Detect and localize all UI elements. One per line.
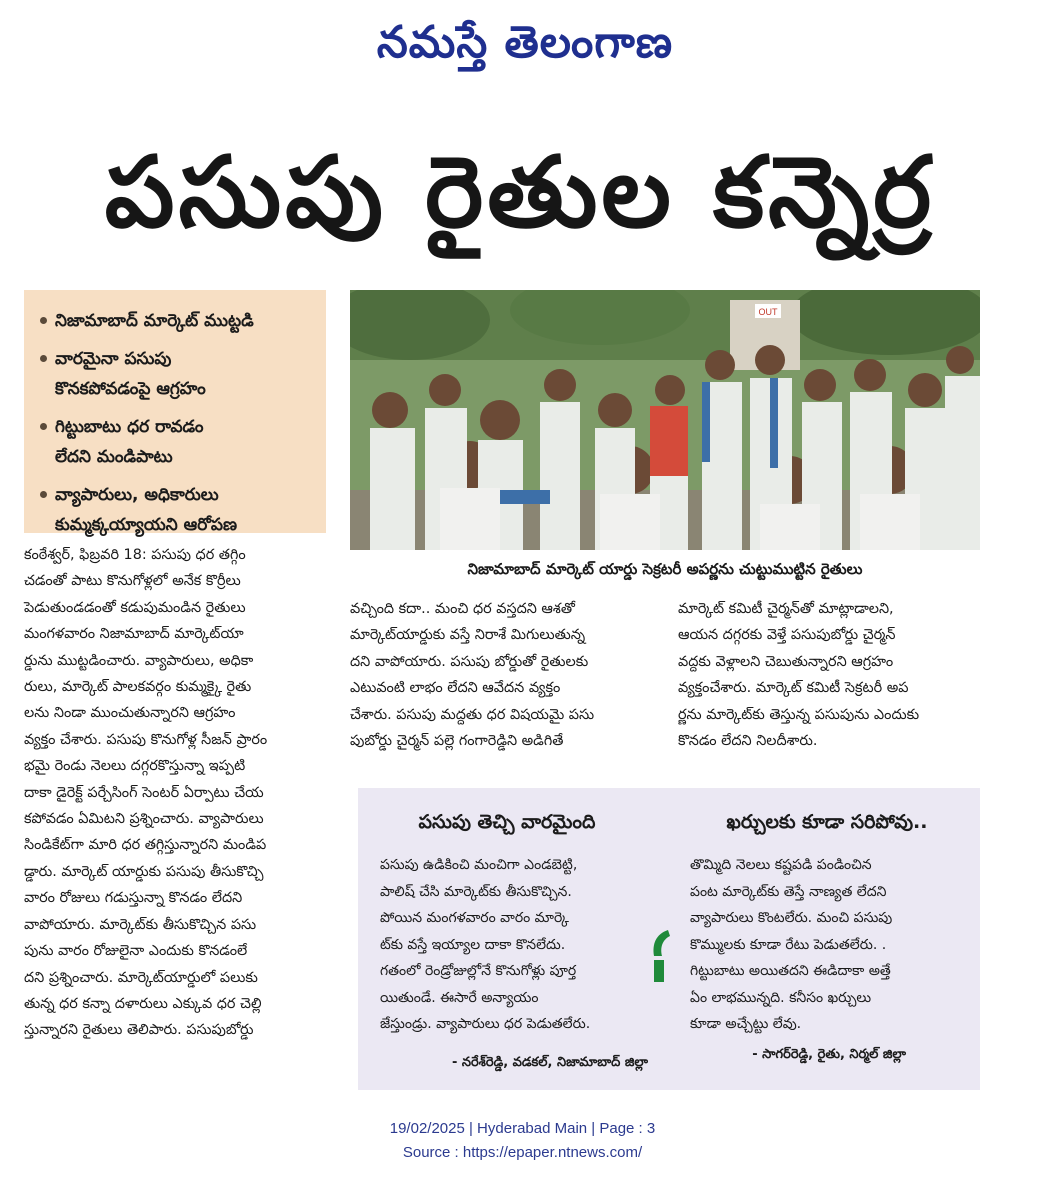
bullet-dot-icon	[40, 491, 47, 498]
bullet-text: వారమైనా పసుపు కొనకపోవడంపై ఆగ్రహం	[55, 349, 206, 399]
quote-text-2: తొమ్మిది నెలలు కష్టపడి పండించిన పంట మార్కెట్‌కు తెస్తే నాణ్యత లేదని వ్యాపారులు కొంటలేరు. మంచి పసుపు కొమ్ములకు కూడా రేటు పెడుతలేరు. . గిట్టుబాటు అయితదని ఈడిదాకా అత్తే ఏం లాభమున్నది. కనీసం ఖర్చులు కూడా అచ్చేట్టు లేవు.	[690, 857, 893, 1032]
out-sign-text: OUT	[758, 307, 778, 317]
bullet-item	[40, 306, 316, 336]
quote-mark-icon	[648, 926, 676, 986]
bullet-text: నిజామాబాద్‌ మార్కెట్‌ ముట్టడి	[55, 311, 254, 331]
bullet-item	[40, 480, 316, 540]
bullet-dot-icon	[40, 355, 47, 362]
bullet-dot-icon	[40, 423, 47, 430]
article-column-1: కంఠేశ్వర్‌, ఫిబ్రవరి 18: పసుపు ధర తగ్గిం చడంతో పాటు కొనుగోళ్లలో అనేక కొర్రీలు పెడుతుండడంతో కడుపుమండిన రైతులు మంగళవారం నిజామాబాద్‌ మార్కెట్‌యా ర్డును ముట్టడించారు. వ్యాపారులు, అధికా రులు, మార్కెట్‌ పాలకవర్గం కుమ్మక్కై రైతు లను నిండా ముంచుతున్నారని ఆగ్రహం వ్యక్తం చేశారు. పసుపు కొనుగోళ్ల సీజన్‌ ప్రారం భమై రెండు నెలలు దగ్గరకొస్తున్నా ఇప్పటి దాకా డైరెక్ట్‌ పర్చేసింగ్‌ సెంటర్‌ ఏర్పాటు చేయ కపోవడం ఏమిటని ప్రశ్నించారు. వ్యాపారులు సిండికేట్‌గా మారి ధర తగ్గిస్తున్నారని మండిప డ్డారు. మార్కెట్‌ యార్డుకు పసుపు తీసుకొచ్చి వారం రోజులు గడుస్తున్నా కొనడం లేదని వాపోయారు. మార్కెట్‌కు తీసుకొచ్చిన పసు పును వారం రోజులైనా ఎందుకు కొనడంలే దని ప్రశ్నించారు. మార్కెట్‌యార్డులో పలుకు తున్న ధర కన్నా దళారులు ఎక్కువ ధర చెల్లి స్తున్నారని రైతులు తెలిపారు. పసుపుబోర్డు	[24, 547, 268, 1039]
footer-date-edition: 19/02/2025 | Hyderabad Main | Page : 3	[389, 1120, 656, 1137]
bullet-item	[40, 412, 316, 472]
masthead-logo: నమస్తే తెలంగాణ	[376, 17, 674, 68]
footer-source: Source : https://epaper.ntnews.com/	[402, 1144, 643, 1161]
bullet-dot-icon	[40, 317, 47, 324]
quote-signature-2: - సాగర్‌రెడ్డి, రైతు, నిర్మల్‌ జిల్లా	[752, 1047, 906, 1062]
article-column-3: మార్కెట్‌ కమిటీ చైర్మన్‌తో మాట్లాడాలని, ఆయన దగ్గరకు వెళ్తే పసుపుబోర్డు చైర్మన్‌ వద్దకు వెళ్లాలని చెబుతున్నారని ఆగ్రహం వ్యక్తంచేశారు. మార్కెట్‌ కమిటీ సెక్రటరీ అప ర్ణను మార్కెట్‌కు తెస్తున్న పసుపును ఎందుకు కొనడం లేదని నిలదీశారు.	[678, 601, 920, 750]
quote-text-1: పసుపు ఉడికించి మంచిగా ఎండబెట్టి, పాలిష్‌ చేసి మార్కెట్‌కు తీసుకొచ్చిన. పోయిన మంగళవారం వారం మార్కె ట్‌కు వస్తే ఇయ్యాల దాకా కొనలేదు. గతంలో రెండ్రోజుల్లోనే కొనుగోళ్లు పూర్త యితుండే. ఈసారే అన్యాయం జేస్తుండ్రు. వ్యాపారులు ధర పెడుతలేరు.	[380, 857, 591, 1032]
farmers-crowd-illustration	[350, 290, 980, 550]
bullet-item	[40, 344, 316, 404]
article-column-2: వచ్చింది కదా.. మంచి ధర వస్తదని ఆశతో మార్కెట్‌యార్డుకు వస్తే నిరాశే మిగులుతున్న దని వాపోయారు. పసుపు బోర్డుతో రైతులకు ఎటువంటి లాభం లేదని ఆవేదన వ్యక్తం చేశారు. పసుపు మద్దతు ధర విషయమై పసు పుబోర్డు చైర్మన్‌ పల్లె గంగారెడ్డిని అడిగితే	[350, 601, 595, 750]
quote-title-1: పసుపు తెచ్చి వారమైంది	[418, 811, 596, 833]
quote-signature-1: - నరేశ్‌రెడ్డి, వడకల్‌, నిజామాబాద్‌ జిల్లా	[451, 1055, 648, 1070]
bullet-text: గిట్టుబాటు ధర రావడం లేదని మండిపాటు	[55, 417, 204, 467]
bullet-text: వ్యాపారులు, అధికారులు కుమ్మక్కయ్యాయని ఆరోపణ	[55, 485, 237, 535]
headline: పసుపు రైతుల కన్నెర్ర	[104, 136, 936, 250]
news-photo	[350, 290, 980, 550]
bullet-box	[24, 290, 326, 533]
photo-caption: నిజామాబాద్‌ మార్కెట్‌ యార్డు సెక్రటరీ అపర్ణను చుట్టుముట్టిన రైతులు	[467, 560, 863, 578]
quote-title-2: ఖర్చులకు కూడా సరిపోవు..	[726, 811, 928, 833]
